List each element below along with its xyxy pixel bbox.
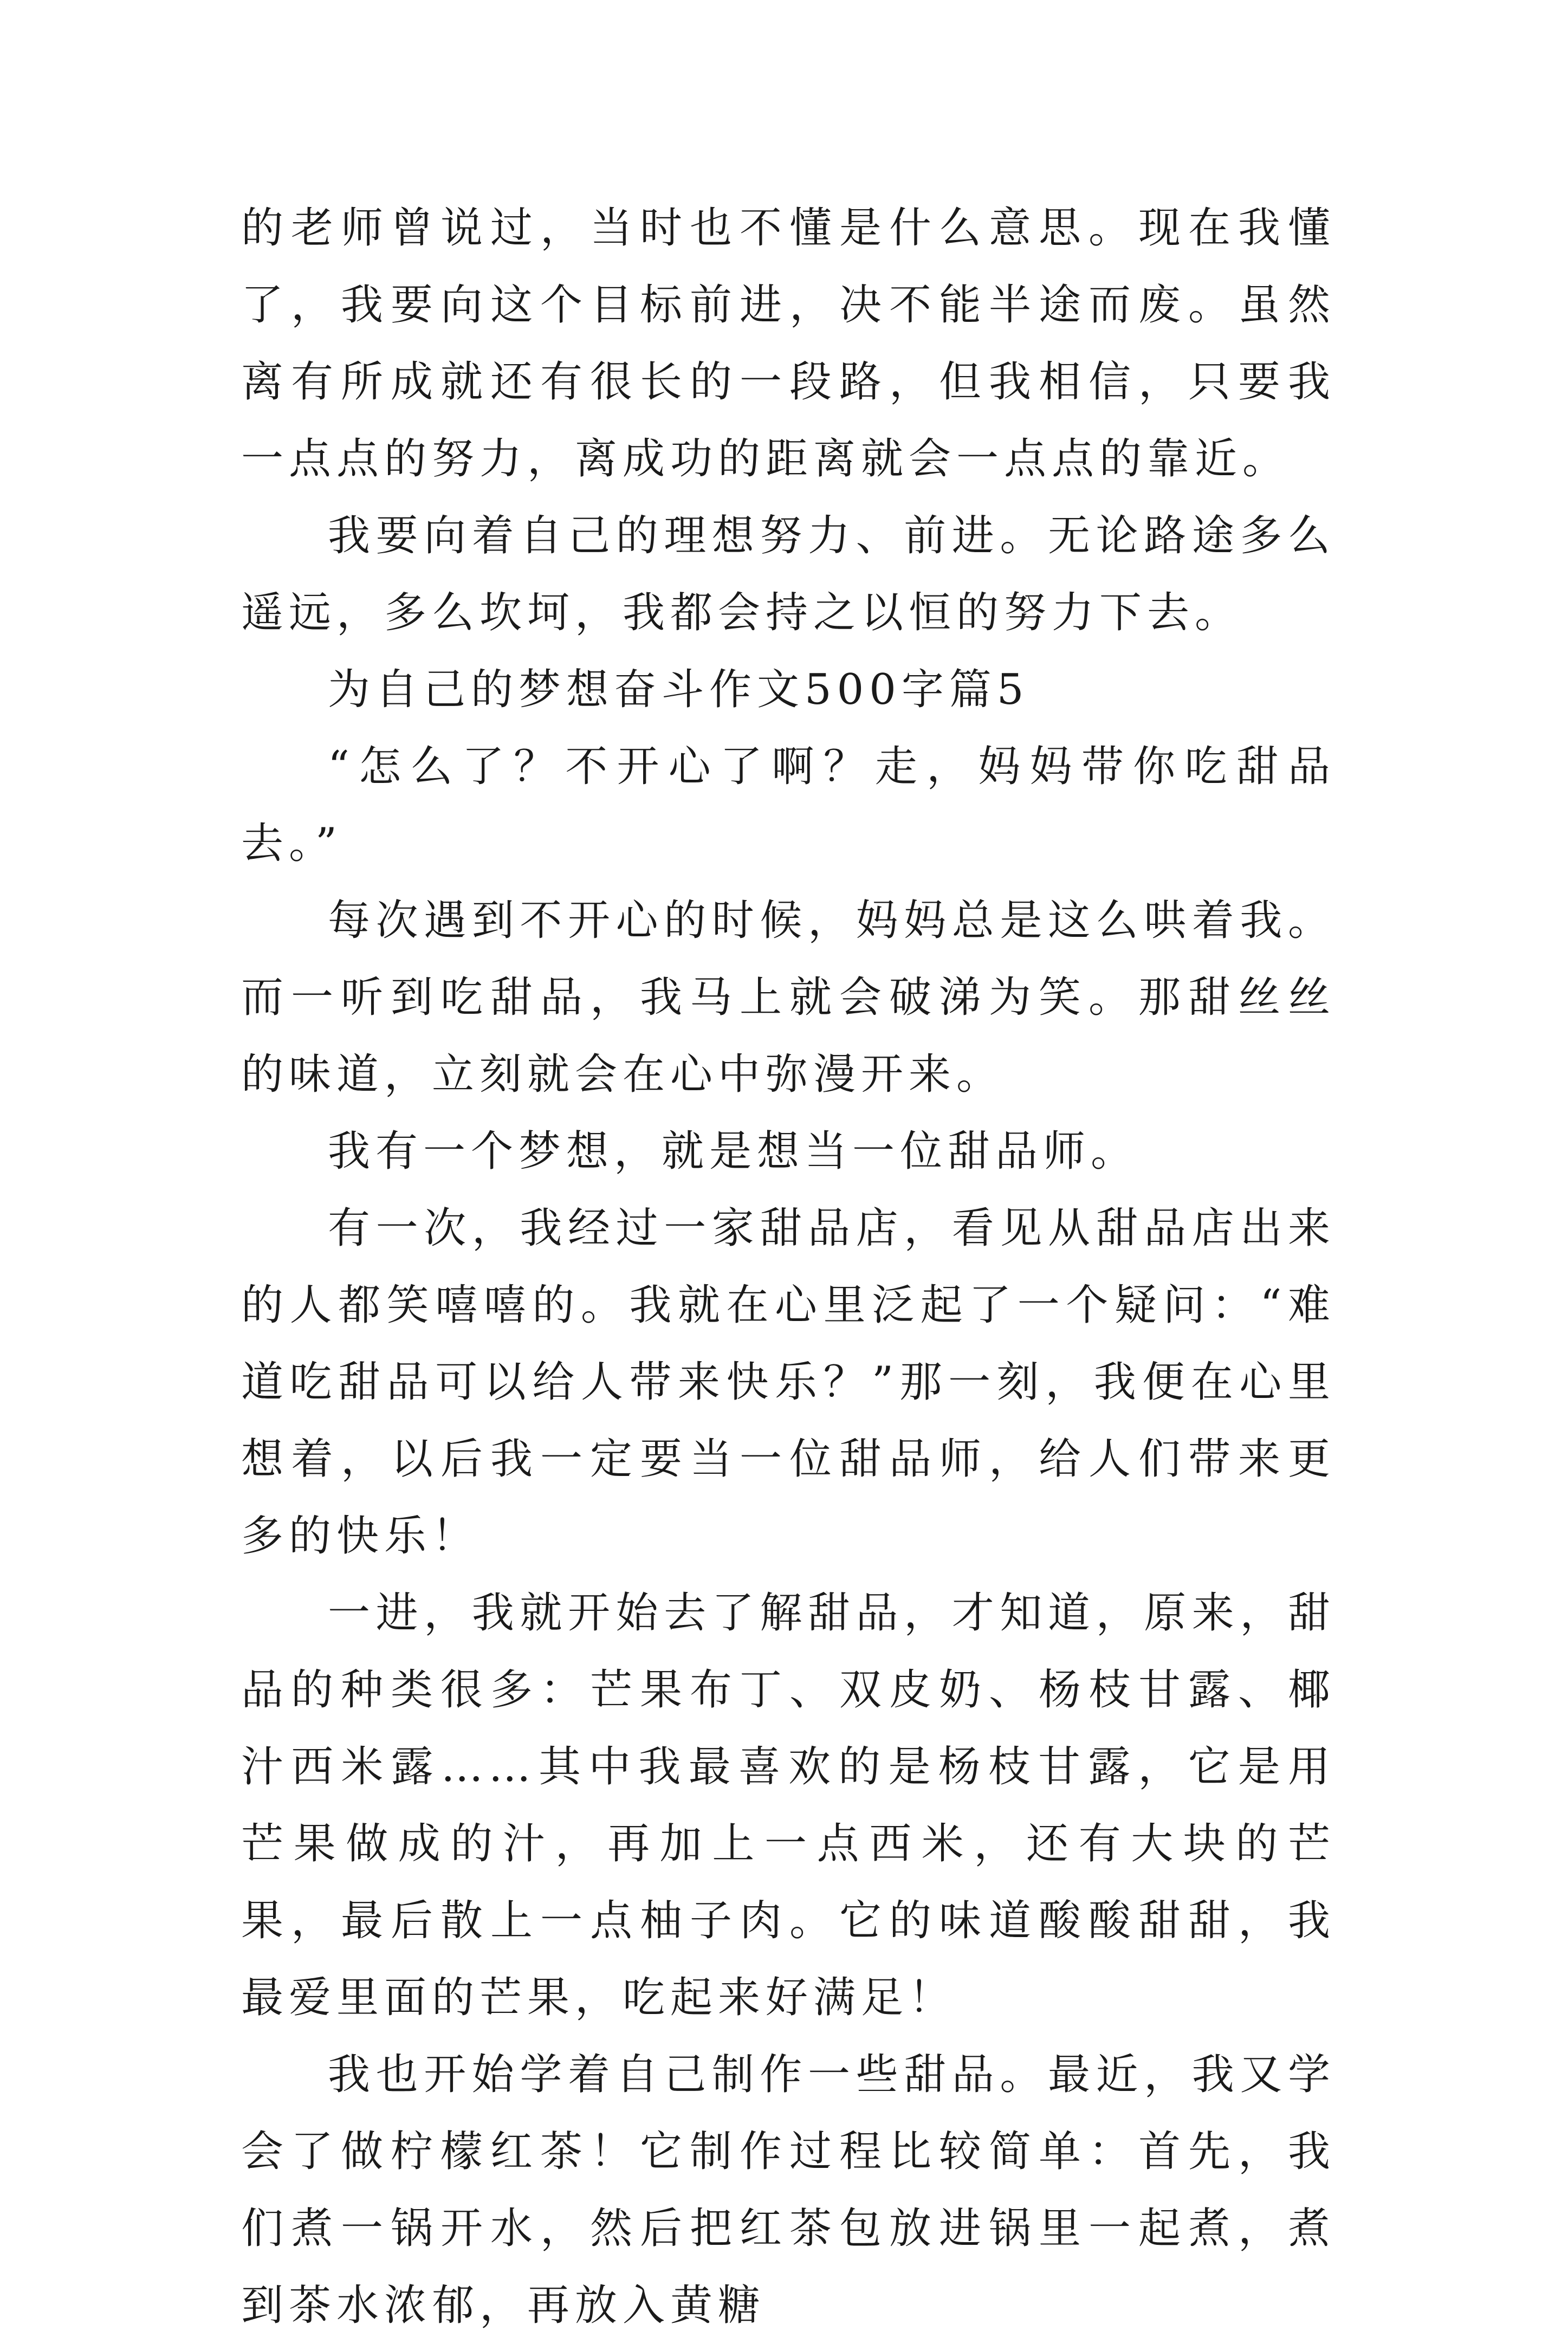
paragraph-continuation: 的老师曾说过，当时也不懂是什么意思。现在我懂了，我要向这个目标前进，决不能半途而废。虽然离有所成就还有很长的一段路，但我相信，只要我一点点的努力，离成功的距离就会一点点的靠近。: [241, 204, 1336, 483]
paragraph: 每次遇到不开心的时候，妈妈总是这么哄着我。而一听到吃甜品，我马上就会破涕为笑。那甜丝丝的味道，立刻就会在心中弥漫开来。: [241, 896, 1336, 1099]
paragraph: 有一次，我经过一家甜品店，看见从甜品店出来的人都笑嘻嘻的。我就在心里泛起了一个疑问：“难道吃甜品可以给人带来快乐？”那一刻，我便在心里想着，以后我一定要当一位甜品师，给人们带来更多的快乐！: [241, 1204, 1336, 1560]
paragraph: 我有一个梦想，就是想当一位甜品师。: [328, 1127, 1139, 1176]
document-body: [241, 190, 1336, 2344]
paragraph: 一进，我就开始去了解甜品，才知道，原来，甜品的种类很多：芒果布丁、双皮奶、杨枝甘露、椰汁西米露……其中我最喜欢的是杨枝甘露，它是用芒果做成的汁，再加上一点西米，还有大块的芒果，最后散上一点柚子肉。它的味道酸酸甜甜，我最爱里面的芒果，吃起来好满足！: [241, 1589, 1336, 2022]
paragraph: 我也开始学着自己制作一些甜品。最近，我又学会了做柠檬红茶！它制作过程比较简单：首先，我们煮一锅开水，然后把红茶包放进锅里一起煮，煮到茶水浓郁，再放入黄糖: [241, 2050, 1336, 2330]
paragraph: 我要向着自己的理想努力、前进。无论路途多么遥远，多么坎坷，我都会持之以恒的努力下去。: [241, 511, 1336, 637]
section-heading: 为自己的梦想奋斗作文500字篇5: [328, 665, 1029, 714]
paragraph: “怎么了？不开心了啊？走，妈妈带你吃甜品去。”: [241, 742, 1336, 868]
